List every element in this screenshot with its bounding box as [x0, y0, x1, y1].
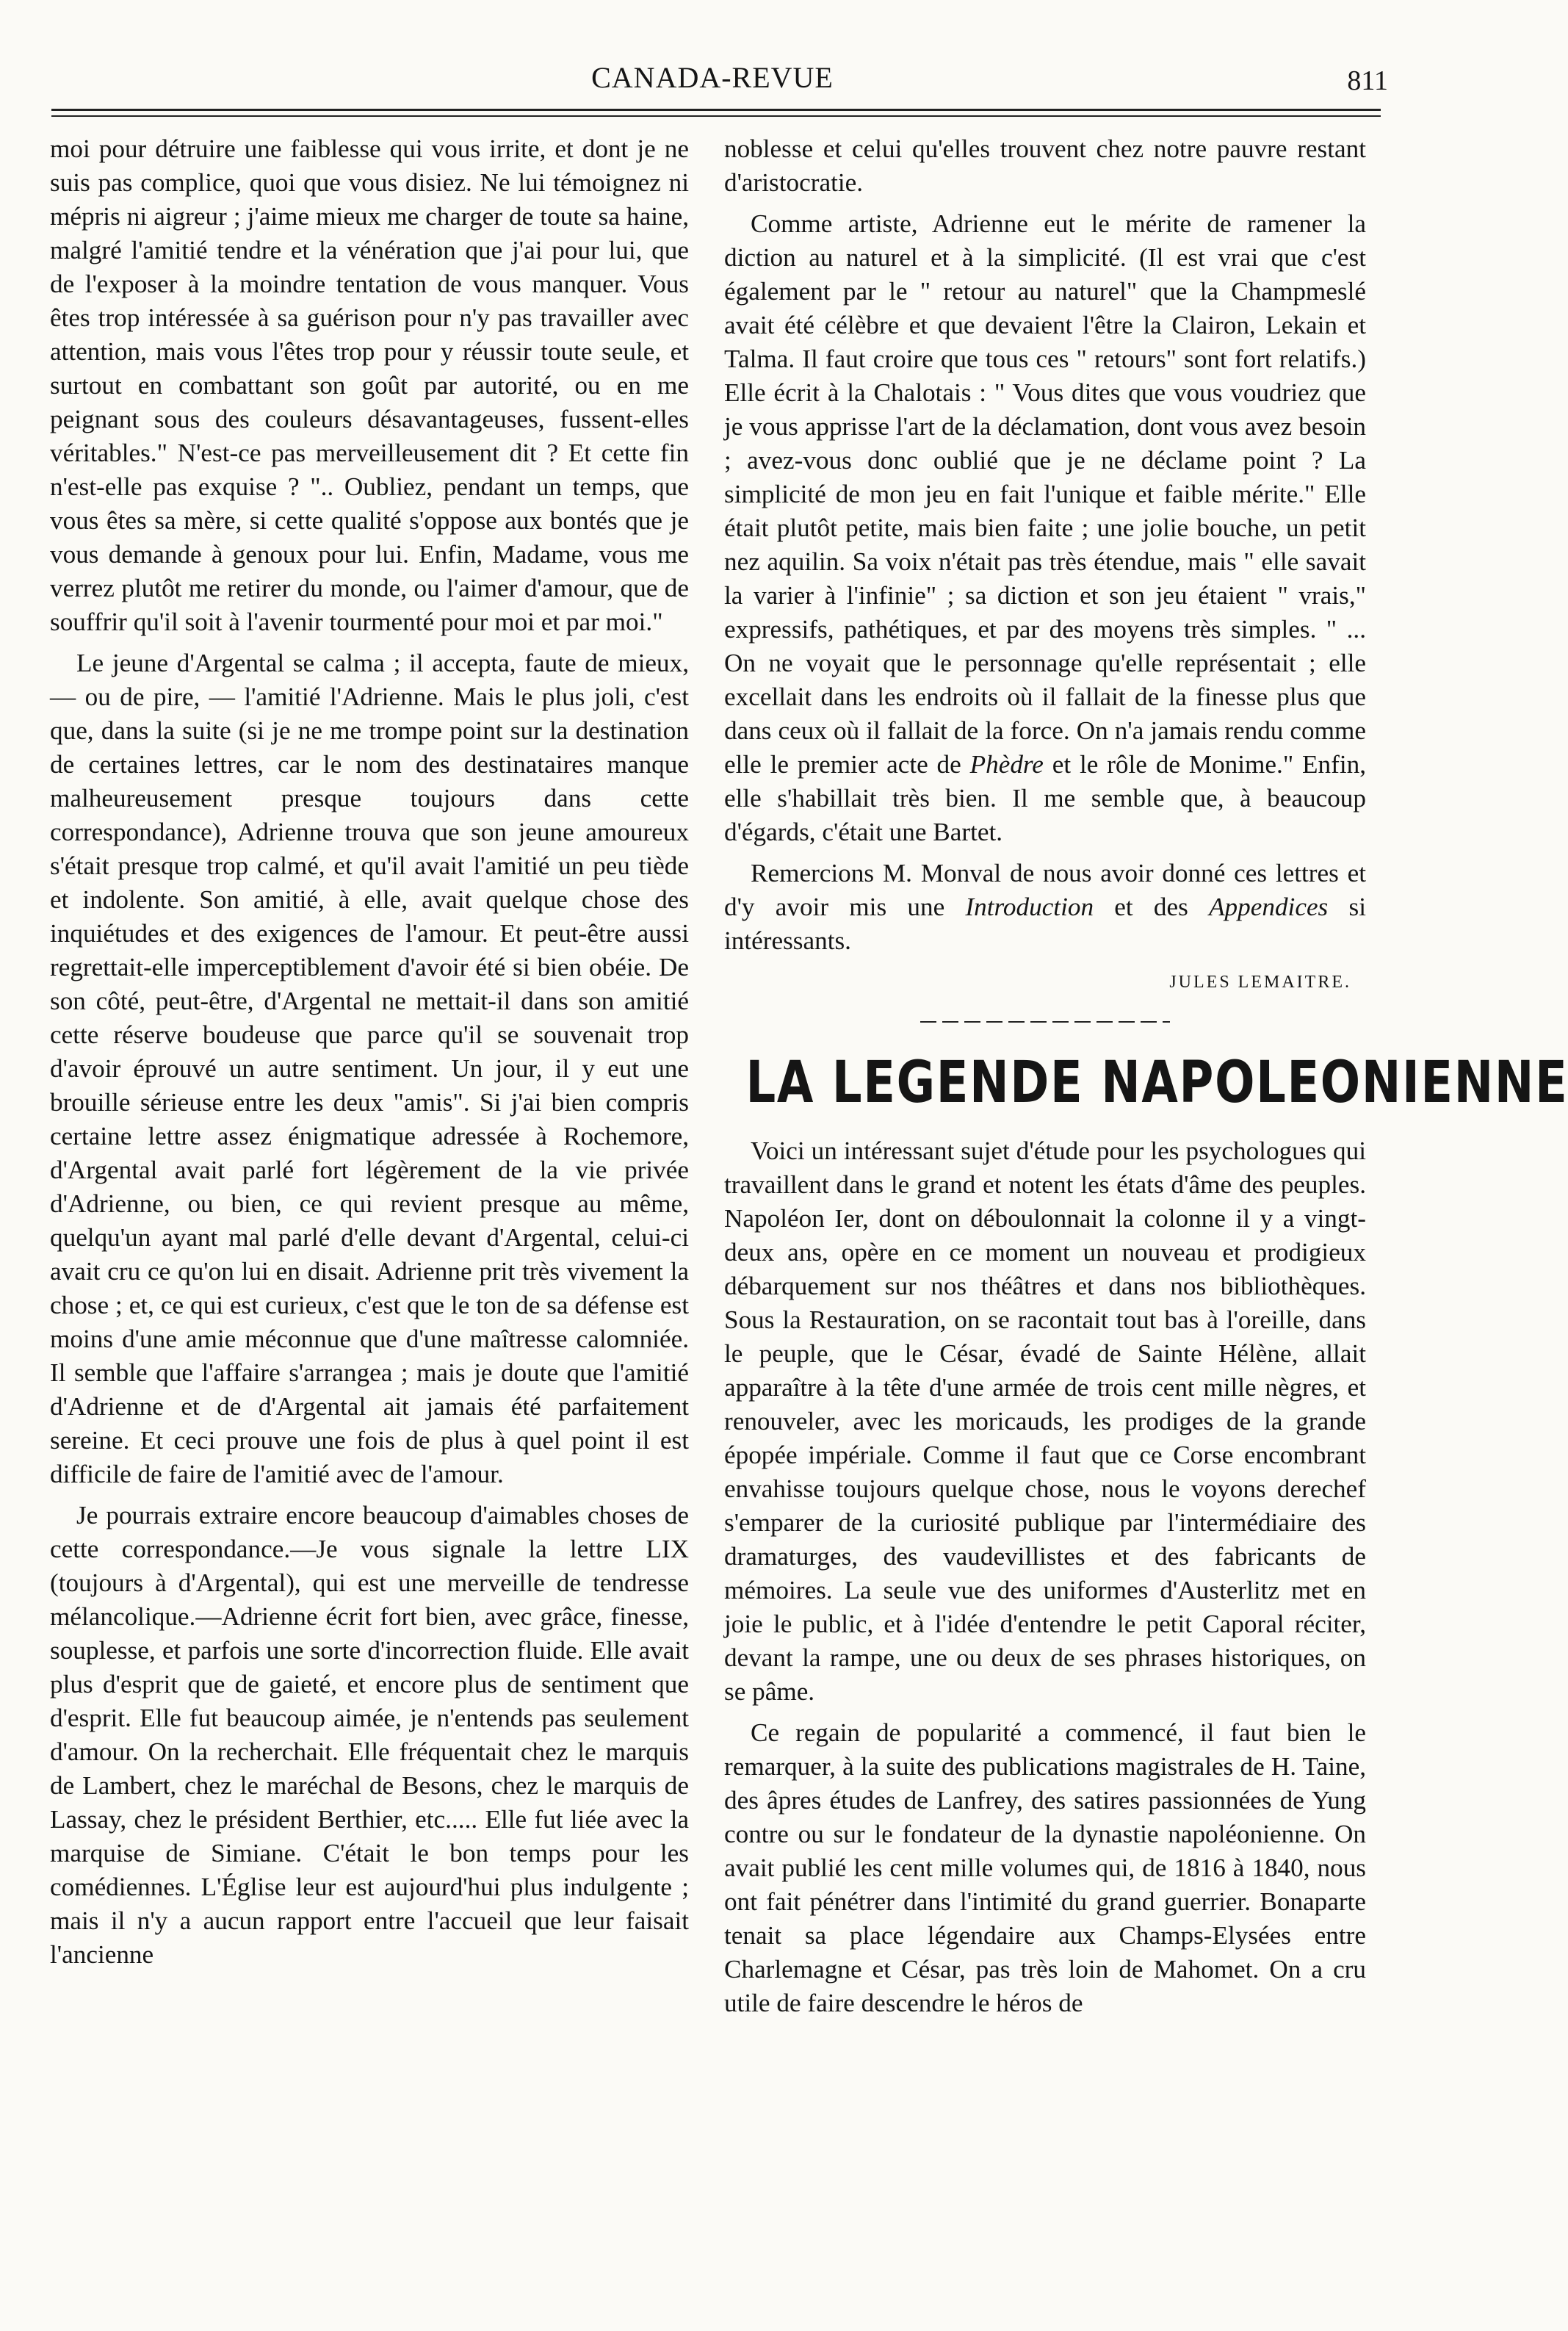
right-column — [724, 132, 1568, 2028]
author-signature: JULES LEMAITRE. — [1169, 973, 1351, 992]
left-column — [50, 132, 689, 1979]
text-run: et le rôle de Monime." Enfin, elle s'habillait très bien. Il me semble que, à beaucoup d'égards, c'était une Bartet. — [724, 750, 1367, 846]
text-run: Remercions M. Monval de nous avoir donné ces lettres et d'y avoir mis une — [724, 859, 1366, 921]
section-divider — [920, 1021, 1170, 1023]
paragraph — [724, 857, 1366, 958]
article-title: LA LEGENDE NAPOLEONIENNE — [745, 1050, 1568, 1116]
paragraph: Ce regain de popularité a commencé, il faut bien le remarquer, à la suite des publications magistrales de H. Taine, des âpres études de Lanfrey, des satires passionnées de Yung contre ou sur le fondateur de la dynastie napoléonienne. On avait publié les cent mille volumes qui, de 1816 à 1840, nous ont fait pénétrer dans l'intimité du grand guerrier. Bonaparte tenait sa place légendaire aux Champs-Elysées entre Charlemagne et César, pas très loin de Mahomet. On a cru utile de faire descendre le héros de — [724, 1718, 1366, 2017]
text-run: si intéressants. — [724, 893, 1366, 955]
running-title: CANADA-REVUE — [591, 61, 834, 94]
paragraph: noblesse et celui qu'elles trouvent chez notre pauvre restant d'aristocratie. — [724, 134, 1366, 197]
paragraph: Je pourrais extraire encore beaucoup d'aimables choses de cette correspondance.—Je vous signale la lettre LIX (toujours à d'Argental), qui est une merveille de tendresse mélancolique.—Adrienne écrit fort bien, avec grâce, finesse, souplesse, et parfois une sorte d'incorrection fluide. Elle avait plus d'esprit que de gaieté, et encore plus de sentiment que d'esprit. Elle fut beaucoup aimée, je n'entends pas seulement d'amour. On la recherchait. Elle fréquentait chez le marquis de Lambert, chez le maréchal de Besons, chez le marquis de Lassay, chez le président Berthier, etc..... Elle fut liée avec la marquise de Simiane. C'était le bon temps pour les comédiennes. L'Église leur est aujourd'hui plus indulgente ; mais il n'y a aucun rapport entre l'accueil que leur faisait l'ancienne — [50, 1501, 689, 1969]
header-rule — [51, 109, 1381, 117]
paragraph: moi pour détruire une faiblesse qui vous irrite, et dont je ne suis pas complice, quoi que vous disiez. Ne lui témoignez ni mépris ni aigreur ; j'aime mieux me charger de toute sa haine, malgré l'amitié tendre et la vénération que j'ai pour lui, que de l'exposer à la moindre tentation de vous manquer. Vous êtes trop intéressée à sa guérison pour n'y pas travailler avec attention, mais vous l'êtes trop pour y réussir toute seule, et surtout en combattant son goût par autorité, ou en me peignant sous des couleurs désavantageuses, fussent-elles véritables." N'est-ce pas merveilleusement dit ? Et cette fin n'est-elle pas exquise ? ".. Oubliez, pendant un temps, que vous êtes sa mère, si cette qualité s'oppose aux bontés que je vous demande à genoux pour lui. Enfin, Madame, vous me verrez plutôt me retirer du monde, ou l'aimer d'amour, que de souffrir qu'il soit à l'avenir tourmenté pour moi et par moi." — [50, 134, 689, 636]
italic-title: Introduction — [965, 893, 1094, 921]
paragraph: Le jeune d'Argental se calma ; il accepta, faute de mieux, — ou de pire, — l'amitié l'Adrienne. Mais le plus joli, c'est que, dans la suite (si je ne me trompe point sur la destination de certaines lettres, car le nom des destinataires manque malheureusement presque toujours dans cette correspondance), Adrienne trouva que son jeune amoureux s'était presque trop calmé, et qu'il avait l'amitié un peu tiède et indolente. Son amitié, à elle, avait quelque chose des inquiétudes et des exigences de l'amour. Et peut-être aussi regrettait-elle imperceptiblement d'avoir été si bien obéie. De son côté, peut-être, d'Argental ne mettait-il dans son amitié cette réserve boudeuse que parce qu'il se souvenait trop d'avoir éprouvé un autre sentiment. Un jour, il y eut une brouille sérieuse entre les deux "amis". Si j'ai bien compris certaine lettre assez énigmatique adressée à Rochemore, d'Argental avait parlé fort légèrement de la vie privée d'Adrienne, ou bien, ce qui revient presque au même, quelqu'un ayant mal parlé d'elle devant d'Argental, celui-ci avait cru ce qu'on lui en disait. Adrienne prit très vivement la chose ; et, ce qui est curieux, c'est que le ton de sa défense est moins d'une amie méconnue que d'une maîtresse calomniée. Il semble que l'affaire s'arrangea ; mais je doute que l'amitié d'Adrienne et de d'Argental ait jamais été parfaitement sereine. Et ceci prouve une fois de plus à quel point il est difficile de faire de l'amitié avec de l'amour. — [50, 649, 689, 1488]
page-header — [51, 60, 1388, 104]
text-run: Comme artiste, Adrienne eut le mérite de ramener la diction au naturel et à la simplicité. (Il est vrai que c'est également par le " retour au naturel" que la Champmeslé avait été célèbre et que devaient l'être la Clairon, Lekain et Talma. Il faut croire que tous ces " retours" sont fort relatifs.) Elle écrit à la Chalotais : " Vous dites que vous voudriez que je vous apprisse l'art de la déclamation, dont vous avez besoin ; avez-vous donc oublié que je ne déclame point ? La simplicité de mon jeu en fait l'unique et faible mérite." Elle était plutôt petite, mais bien faite ; une jolie bouche, un petit nez aquilin. Sa voix n'était pas très étendue, mais " elle savait la varier à l'infinie" ; sa diction et son jeu étaient " vrais," expressifs, pathétiques, et par des moyens très simples. " ... On ne voyait que le personnage qu'elle représentait ; elle excellait dans les endroits où il fallait de la finesse plus que dans ceux où il fallait de la force. On n'a jamais rendu comme elle le premier acte de — [724, 209, 1366, 779]
page-number: 811 — [1347, 65, 1388, 96]
paragraph — [724, 207, 1366, 849]
text-run: et des — [1094, 893, 1210, 921]
paragraph: Voici un intéressant sujet d'étude pour les psychologues qui travaillent dans le grand et notent les états d'âme des peuples. Napoléon Ier, dont on déboulonnait la colonne il y a vingt-deux ans, opère en ce moment un nouveau et prodigieux débarquement sur nos théâtres et dans nos bibliothèques. Sous la Restauration, on se racontait tout bas à l'oreille, dans le peuple, que le César, évadé de Sainte Hélène, allait apparaître à la tête d'une armée de trois cent mille nègres, et renouveler, avec les moricauds, les prodiges de la grande épopée impériale. Comme il faut que ce Corse encombrant envahisse toujours quelque chose, nous le voyons derechef s'emparer de la curiosité publique par l'intermédiaire des dramaturges, des vaudevillistes et des fabricants de mémoires. La seule vue des uniformes d'Austerlitz met en joie le public, et à l'idée d'entendre le petit Caporal réciter, devant la rampe, une ou deux de ses phrases historiques, on se pâme. — [724, 1136, 1366, 1706]
italic-title: Appendices — [1209, 893, 1329, 921]
italic-title: Phèdre — [969, 750, 1044, 779]
